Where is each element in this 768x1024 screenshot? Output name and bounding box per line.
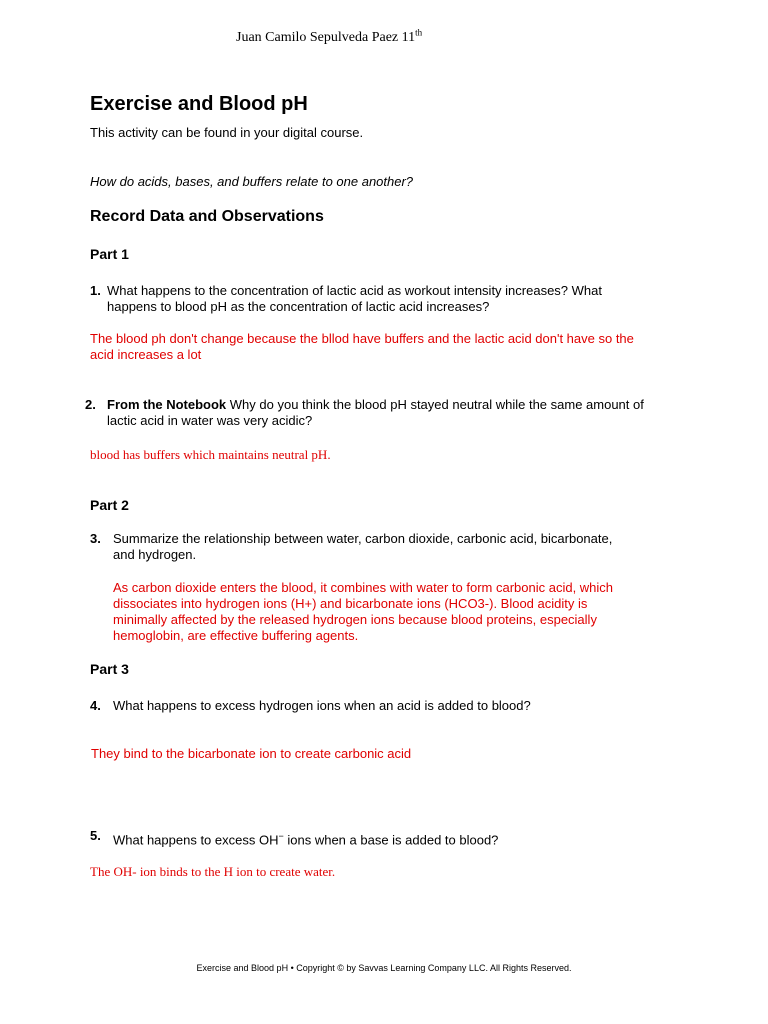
question-5-sup: − [278, 831, 284, 841]
page-title: Exercise and Blood pH [90, 93, 308, 115]
answer-3-line-4: hemoglobin, are effective buffering agents. [113, 628, 359, 643]
student-name-text: Juan Camilo Sepulveda Paez 11 [236, 30, 416, 45]
notebook-lead: From the Notebook [107, 397, 227, 412]
answer-3-line-2: dissociates into hydrogen ions (H+) and bicarbonate ions (HCO3-). Blood acidity is [113, 596, 588, 611]
answer-4: They bind to the bicarbonate ion to create carbonic acid [91, 746, 412, 761]
answer-1-line-1: The blood ph don't change because the bllod have buffers and the lactic acid don't have so the [90, 331, 634, 346]
question-4 [90, 698, 690, 714]
part-2-heading: Part 2 [90, 497, 129, 513]
essential-question: How do acids, bases, and buffers relate to one another? [90, 174, 414, 189]
question-5-line-1-post: ions when a base is added to blood? [283, 832, 499, 848]
part-1-heading: Part 1 [90, 246, 129, 262]
answer-3-line-1: As carbon dioxide enters the blood, it combines with water to form carbonic acid, which [113, 580, 614, 595]
student-name-sup: th [415, 27, 423, 38]
answer-2: blood has buffers which maintains neutral pH. [90, 447, 331, 462]
question-3-line-1: Summarize the relationship between water, carbon dioxide, carbonic acid, bicarbonate, [113, 531, 613, 546]
answer-1-line-2: acid increases a lot [90, 347, 202, 362]
question-4-number: 4. [90, 698, 101, 713]
answer-5: The OH- ion binds to the H ion to create water. [90, 864, 336, 879]
question-3 [90, 531, 690, 563]
question-5-line-1-pre: What happens to excess OH [113, 832, 279, 848]
question-1-number: 1. [90, 283, 101, 298]
question-3-number: 3. [90, 531, 101, 546]
question-2-line-2: lactic acid in water was very acidic? [107, 413, 313, 428]
question-2 [85, 397, 705, 429]
footer-copyright: Exercise and Blood pH • Copyright © by Savvas Learning Company LLC. All Rights Reserved. [196, 963, 572, 973]
question-2-number: 2. [85, 397, 96, 412]
question-5-number: 5. [90, 828, 101, 843]
question-1 [90, 283, 690, 315]
question-1-line-2: happens to blood pH as the concentration of lactic acid increases? [107, 299, 490, 314]
intro-text: This activity can be found in your digital course. [90, 125, 364, 140]
question-4-line-1: What happens to excess hydrogen ions when an acid is added to blood? [113, 698, 531, 713]
part-3-heading: Part 3 [90, 661, 129, 677]
student-name [236, 27, 423, 46]
section-heading: Record Data and Observations [90, 208, 324, 225]
answer-3 [113, 580, 713, 644]
answer-3-line-3: minimally affected by the released hydrogen ions because blood proteins, especially [113, 612, 597, 627]
question-1-line-1: What happens to the concentration of lactic acid as workout intensity increases? What [107, 283, 602, 298]
answer-1 [90, 331, 634, 363]
question-3-line-2: and hydrogen. [113, 547, 197, 562]
question-5 [90, 828, 690, 848]
question-2-line-1: Why do you think the blood pH stayed neutral while the same amount of [226, 397, 644, 412]
